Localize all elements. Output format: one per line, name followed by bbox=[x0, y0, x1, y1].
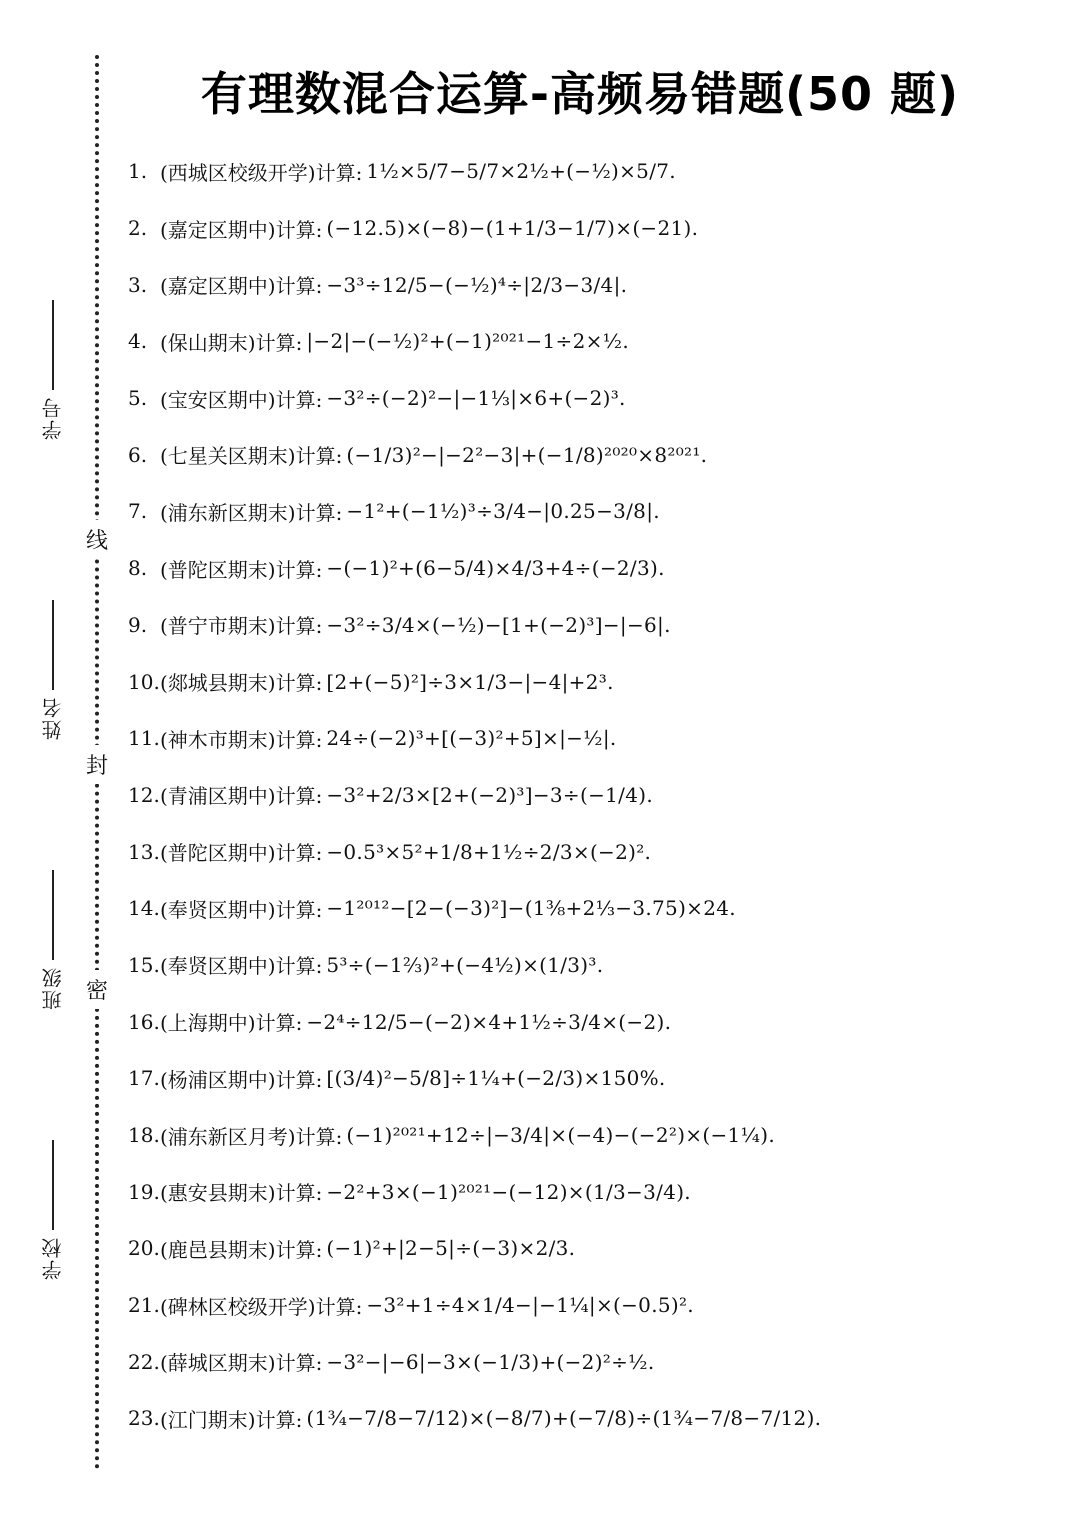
name-field[interactable] bbox=[38, 600, 67, 740]
problem-source: (七星关区期末)计算: bbox=[160, 444, 343, 469]
problem-source: (上海期中)计算: bbox=[160, 1011, 303, 1036]
problem-expression: [(3/4)²−5/8]÷1¼+(−2/3)×150%. bbox=[326, 1066, 666, 1091]
problem-expression: (−1)²+|2−5|÷(−3)×2/3. bbox=[326, 1236, 576, 1261]
problem-expression: −(−1)²+(6−5/4)×4/3+4÷(−2/3). bbox=[326, 556, 665, 581]
class-field[interactable] bbox=[38, 870, 67, 1010]
seal-char-feng: 封 bbox=[86, 745, 108, 784]
name-line bbox=[52, 600, 54, 690]
problem-list bbox=[128, 143, 1048, 1447]
name-label: 姓名 bbox=[41, 696, 65, 740]
problem-number: 5. bbox=[128, 386, 148, 411]
problem-expression: |−2|−(−½)²+(−1)²⁰²¹−1÷2×½. bbox=[306, 329, 630, 354]
problem-number: 23. bbox=[128, 1406, 160, 1431]
problem-item bbox=[128, 313, 1048, 370]
problem-number: 13. bbox=[128, 839, 160, 864]
problem-number: 7. bbox=[128, 499, 148, 524]
problem-source: (鹿邑县期末)计算: bbox=[160, 1237, 323, 1262]
problem-number: 21. bbox=[128, 1293, 160, 1318]
problem-number: 8. bbox=[128, 556, 148, 581]
problem-item bbox=[128, 823, 1048, 880]
problem-expression: 24÷(−2)³+[(−3)²+5]×|−½|. bbox=[326, 726, 617, 751]
student-id-line bbox=[52, 300, 54, 390]
problem-item bbox=[128, 256, 1048, 313]
problem-expression: −3²÷3/4×(−½)−[1+(−2)³]−|−6|. bbox=[326, 612, 671, 637]
problem-expression: (−12.5)×(−8)−(1+1/3−1/7)×(−21). bbox=[326, 216, 699, 241]
problem-expression: −3²+2/3×[2+(−2)³]−3÷(−1/4). bbox=[326, 782, 653, 807]
problem-number: 18. bbox=[128, 1123, 160, 1148]
problem-item bbox=[128, 1390, 1048, 1447]
problem-source: (西城区校级开学)计算: bbox=[160, 160, 363, 185]
problem-expression: (−1/3)²−|−2²−3|+(−1/8)²⁰²⁰×8²⁰²¹. bbox=[346, 442, 708, 467]
problem-item bbox=[128, 767, 1048, 824]
problem-number: 4. bbox=[128, 329, 148, 354]
problem-item bbox=[128, 1277, 1048, 1334]
class-line bbox=[52, 870, 54, 960]
school-label: 学校 bbox=[41, 1236, 65, 1280]
problem-item bbox=[128, 937, 1048, 994]
problem-number: 22. bbox=[128, 1349, 160, 1374]
problem-source: (神木市期末)计算: bbox=[160, 727, 323, 752]
problem-expression: −2²+3×(−1)²⁰²¹−(−12)×(1/3−3/4). bbox=[326, 1179, 691, 1204]
problem-expression: −3²+1÷4×1/4−|−1¼|×(−0.5)². bbox=[366, 1293, 694, 1318]
problem-number: 2. bbox=[128, 216, 148, 241]
problem-number: 17. bbox=[128, 1066, 160, 1091]
problem-item bbox=[128, 540, 1048, 597]
problem-source: (惠安县期末)计算: bbox=[160, 1181, 323, 1206]
problem-item bbox=[128, 1333, 1048, 1390]
problem-source: (普陀区期末)计算: bbox=[160, 557, 323, 582]
problem-expression: (−1)²⁰²¹+12÷|−3/4|×(−4)−(−2²)×(−1¼). bbox=[346, 1123, 775, 1148]
problem-number: 20. bbox=[128, 1236, 160, 1261]
problem-source: (普陀区期中)计算: bbox=[160, 841, 323, 866]
class-label: 班级 bbox=[41, 966, 65, 1010]
student-id-label: 学号 bbox=[41, 396, 65, 440]
problem-item bbox=[128, 880, 1048, 937]
school-field[interactable] bbox=[38, 1140, 67, 1280]
problem-number: 3. bbox=[128, 272, 148, 297]
problem-item bbox=[128, 370, 1048, 427]
problem-number: 1. bbox=[128, 159, 148, 184]
problem-item bbox=[128, 200, 1048, 257]
problem-item bbox=[128, 1107, 1048, 1164]
problem-item bbox=[128, 993, 1048, 1050]
problem-expression: −1²⁰¹²−[2−(−3)²]−(1⅜+2⅓−3.75)×24. bbox=[326, 896, 736, 921]
problem-item bbox=[128, 710, 1048, 767]
problem-source: (奉贤区期中)计算: bbox=[160, 897, 323, 922]
problem-source: (普宁市期末)计算: bbox=[160, 614, 323, 639]
problem-number: 14. bbox=[128, 896, 160, 921]
problem-expression: −2⁴÷12/5−(−2)×4+1½÷3/4×(−2). bbox=[306, 1009, 672, 1034]
seal-char-xian: 线 bbox=[86, 520, 108, 559]
problem-expression: (1¾−7/8−7/12)×(−8/7)+(−7/8)÷(1¾−7/8−7/12). bbox=[306, 1406, 822, 1431]
problem-item bbox=[128, 143, 1048, 200]
problem-source: (浦东新区月考)计算: bbox=[160, 1124, 343, 1149]
problem-item bbox=[128, 426, 1048, 483]
problem-item bbox=[128, 653, 1048, 710]
problem-source: (郯城县期末)计算: bbox=[160, 671, 323, 696]
problem-source: (青浦区期中)计算: bbox=[160, 784, 323, 809]
problem-source: (嘉定区期中)计算: bbox=[160, 274, 323, 299]
problem-item bbox=[128, 1163, 1048, 1220]
seal-char-mi: 密 bbox=[86, 970, 108, 1009]
problem-item bbox=[128, 1220, 1048, 1277]
problem-number: 16. bbox=[128, 1009, 160, 1034]
problem-number: 19. bbox=[128, 1179, 160, 1204]
problem-expression: 1½×5/7−5/7×2½+(−½)×5/7. bbox=[366, 159, 676, 184]
problem-number: 12. bbox=[128, 782, 160, 807]
problem-source: (杨浦区期中)计算: bbox=[160, 1067, 323, 1092]
problem-source: (江门期末)计算: bbox=[160, 1407, 303, 1432]
school-line bbox=[52, 1140, 54, 1230]
problem-number: 10. bbox=[128, 669, 160, 694]
problem-item bbox=[128, 1050, 1048, 1107]
problem-expression: [2+(−5)²]÷3×1/3−|−4|+2³. bbox=[326, 669, 614, 694]
problem-source: (碑林区校级开学)计算: bbox=[160, 1294, 363, 1319]
problem-source: (宝安区期中)计算: bbox=[160, 387, 323, 412]
problem-item bbox=[128, 597, 1048, 654]
problem-item bbox=[128, 483, 1048, 540]
problem-number: 15. bbox=[128, 952, 160, 977]
problem-number: 6. bbox=[128, 442, 148, 467]
problem-expression: −3²÷(−2)²−|−1⅓|×6+(−2)³. bbox=[326, 386, 626, 411]
problem-source: (嘉定区期中)计算: bbox=[160, 217, 323, 242]
problem-number: 11. bbox=[128, 726, 160, 751]
problem-expression: −3³÷12/5−(−½)⁴÷|2/3−3/4|. bbox=[326, 272, 628, 297]
problem-expression: 5³÷(−1⅔)²+(−4½)×(1/3)³. bbox=[326, 952, 604, 977]
problem-expression: −3²−|−6|−3×(−1/3)+(−2)²÷½. bbox=[326, 1349, 655, 1374]
student-id-field[interactable] bbox=[38, 300, 67, 440]
problem-source: (薛城区期末)计算: bbox=[160, 1351, 323, 1376]
problem-number: 9. bbox=[128, 612, 148, 637]
problem-source: (浦东新区期末)计算: bbox=[160, 500, 343, 525]
problem-expression: −0.5³×5²+1/8+1½÷2/3×(−2)². bbox=[326, 839, 652, 864]
problem-source: (保山期末)计算: bbox=[160, 330, 303, 355]
page-title: 有理数混合运算-高频易错题(50 题) bbox=[200, 67, 960, 121]
problem-expression: −1²+(−1½)³÷3/4−|0.25−3/8|. bbox=[346, 499, 660, 524]
problem-source: (奉贤区期中)计算: bbox=[160, 954, 323, 979]
